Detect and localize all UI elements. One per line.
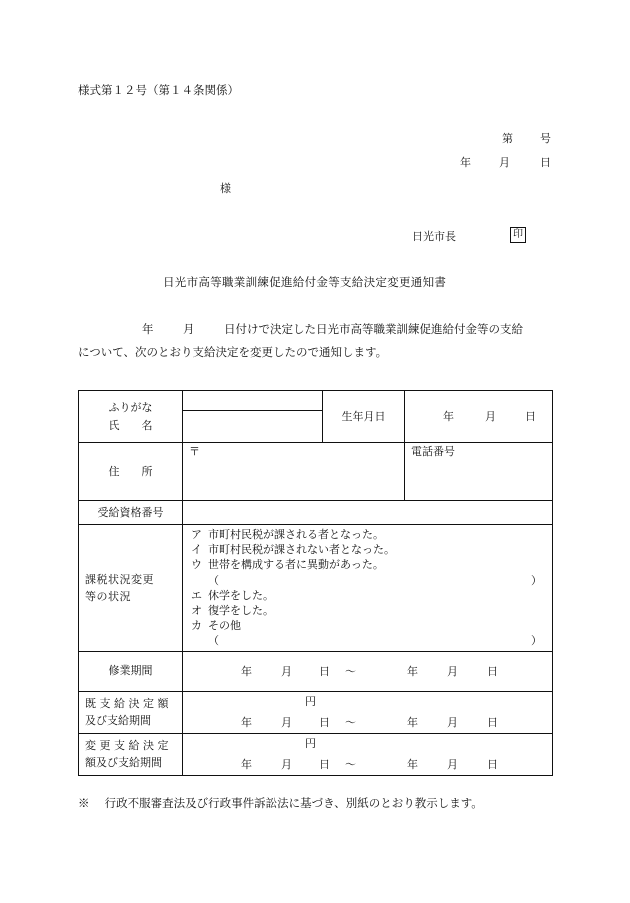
study-period-field[interactable]	[183, 651, 553, 691]
eligibility-label: 受給資格番号	[79, 501, 183, 525]
tax-option-ka[interactable]: カ その他	[191, 619, 241, 633]
issue-date-day: 日	[540, 156, 551, 169]
tax-option-ka-detail[interactable]: （ ）	[208, 634, 542, 648]
doc-number-suffix: 号	[540, 132, 551, 145]
body-month: 月	[183, 322, 195, 336]
period-start-month: 月	[281, 664, 292, 678]
tax-option-a[interactable]: ア 市町村民税が課される者となった。	[191, 528, 384, 541]
document-title: 日光市高等職業訓練促進給付金等支給決定変更通知書	[163, 275, 447, 289]
previous-yen: 円	[305, 694, 316, 708]
addressee-suffix: 様	[220, 182, 231, 195]
address-field[interactable]	[183, 443, 405, 501]
tax-status-options	[183, 525, 553, 652]
tax-option-u[interactable]: ウ 世帯を構成する者に異動があった。	[191, 558, 384, 572]
body-line1-text: 日付けで決定した日光市高等職業訓練促進給付金等の支給	[224, 322, 523, 336]
previous-decision-label: 既 支 給 決 定 額 及び支給期間	[79, 691, 183, 733]
study-period-label: 修業期間	[79, 651, 183, 691]
birthdate-field[interactable]	[405, 391, 553, 443]
official-seal: 印	[510, 227, 526, 243]
new-yen: 円	[305, 736, 316, 750]
address-label: 住 所	[79, 443, 183, 501]
name-field[interactable]	[183, 411, 322, 442]
footer-note: ※ 行政不服審査法及び行政事件訴訟法に基づき、別紙のとおり教示します。	[78, 796, 483, 810]
postal-mark: 〒	[189, 445, 200, 458]
name-row	[79, 391, 553, 443]
birth-month: 月	[485, 410, 496, 423]
birth-year: 年	[443, 410, 454, 423]
body-paragraph	[78, 318, 554, 364]
birthdate-label: 生年月日	[323, 391, 405, 443]
new-decision-label: 変 更 支 給 決 定 額及び支給期間	[79, 733, 183, 775]
birth-day: 日	[525, 410, 536, 423]
period-end-month: 月	[447, 664, 458, 678]
form-number: 様式第１２号（第１４条関係）	[78, 83, 239, 97]
tax-status-label: 課税状況変更 等の状況	[79, 525, 183, 652]
name-label: ふりがな 氏 名	[79, 391, 183, 443]
body-line2-text: について、次のとおり支給決定を変更したので通知します。	[78, 345, 388, 359]
doc-number-prefix: 第	[502, 132, 513, 145]
address-row	[79, 443, 553, 501]
tax-option-o[interactable]: オ 復学をした。	[191, 603, 274, 617]
tax-status-row	[79, 525, 553, 652]
phone-field[interactable]	[405, 443, 553, 501]
furigana-field[interactable]	[183, 391, 322, 410]
phone-label: 電話番号	[411, 445, 455, 458]
body-year: 年	[142, 322, 154, 336]
previous-decision-field[interactable]: 円 年 月 日 ～ 年 月 日	[183, 691, 553, 733]
tax-option-e[interactable]: エ 休学をした。	[191, 588, 274, 602]
new-decision-field[interactable]: 円 年 月 日 ～ 年 月 日	[183, 733, 553, 775]
name-cells	[183, 391, 323, 443]
issue-date-month: 月	[499, 156, 510, 169]
period-tilde: ～	[345, 664, 356, 678]
previous-decision-row	[79, 691, 553, 733]
study-period-row	[79, 651, 553, 691]
period-end-day: 日	[487, 664, 498, 678]
change-form-table	[78, 390, 553, 776]
tax-option-i[interactable]: イ 市町村民税が課されない者となった。	[191, 543, 395, 557]
eligibility-row	[79, 501, 553, 525]
tax-option-u-detail[interactable]: （ ）	[208, 573, 542, 587]
issuer-name: 日光市長	[412, 230, 456, 243]
issue-date-year: 年	[460, 156, 471, 169]
period-start-day: 日	[319, 664, 330, 678]
period-end-year: 年	[407, 664, 418, 678]
period-start-year: 年	[241, 664, 252, 678]
new-decision-row	[79, 733, 553, 775]
eligibility-field[interactable]	[183, 501, 553, 525]
